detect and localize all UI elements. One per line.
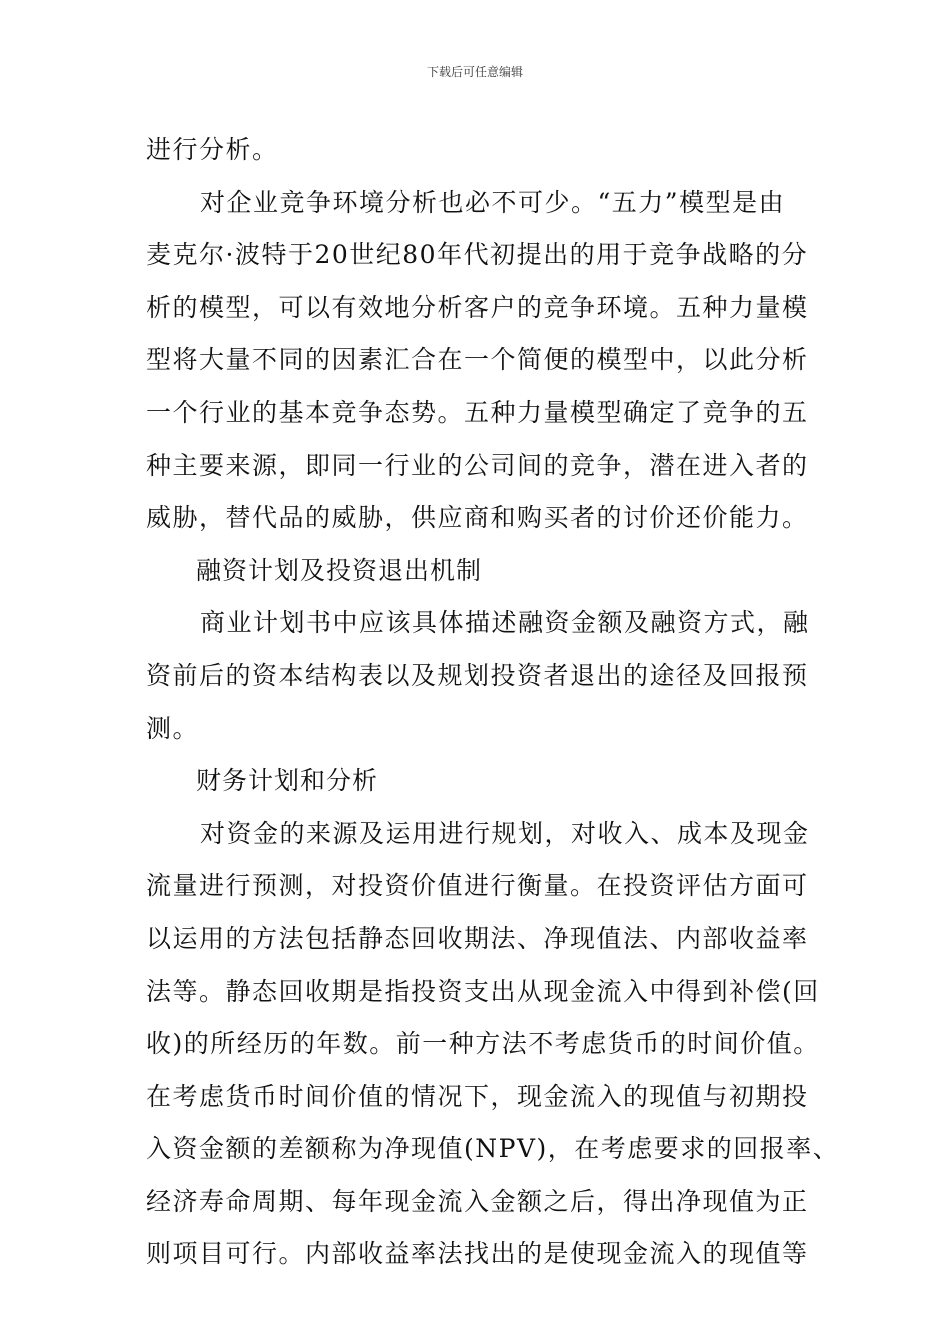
text-line: 一个行业的基本竞争态势。五种力量模型确定了竞争的五 [146,397,809,427]
text-line: 麦克尔·波特于20世纪80年代初提出的用于竞争战略的分 [146,240,809,270]
text-line: 收)的所经历的年数。前一种方法不考虑货币的时间价值。 [146,1029,820,1059]
page-header: 下载后可任意编辑 [426,65,523,79]
text-line: 测。 [146,713,200,743]
paragraph-first-line: 商业计划书中应该具体描述融资金额及融资方式，融 [200,608,810,638]
text-line: 威胁，替代品的威胁，供应商和购买者的讨价还价能力。 [146,503,809,533]
text-line: 种主要来源，即同一行业的公司间的竞争，潜在进入者的 [146,450,809,480]
text-line: 以运用的方法包括静态回收期法、净现值法、内部收益率 [146,923,809,953]
text-line: 法等。静态回收期是指投资支出从现金流入中得到补偿(回 [146,976,820,1006]
section-heading: 财务计划和分析 [196,766,379,796]
text-line: 则项目可行。内部收益率法找出的是使现金流入的现值等 [146,1239,809,1269]
paragraph-first-line: 对资金的来源及运用进行规划，对收入、成本及现金 [200,818,810,848]
text-line: 析的模型，可以有效地分析客户的竞争环境。五种力量模 [146,292,809,322]
text-line: 资前后的资本结构表以及规划投资者退出的途径及回报预 [146,660,809,690]
text-line: 在考虑货币时间价值的情况下，现金流入的现值与初期投 [146,1081,809,1111]
text-line: 经济寿命周期、每年现金流入金额之后，得出净现值为正 [146,1186,809,1216]
text-line: 入资金额的差额称为净现值(NPV)，在考虑要求的回报率、 [146,1134,840,1164]
text-line: 进行分析。 [146,135,279,164]
paragraph-first-line: 对企业竞争环境分析也必不可少。“五力”模型是由 [200,187,786,217]
text-line: 流量进行预测，对投资价值进行衡量。在投资评估方面可 [146,871,809,901]
text-line: 型将大量不同的因素汇合在一个简便的模型中，以此分析 [146,345,809,375]
document-body [146,124,840,1281]
section-heading: 融资计划及投资退出机制 [196,555,483,585]
